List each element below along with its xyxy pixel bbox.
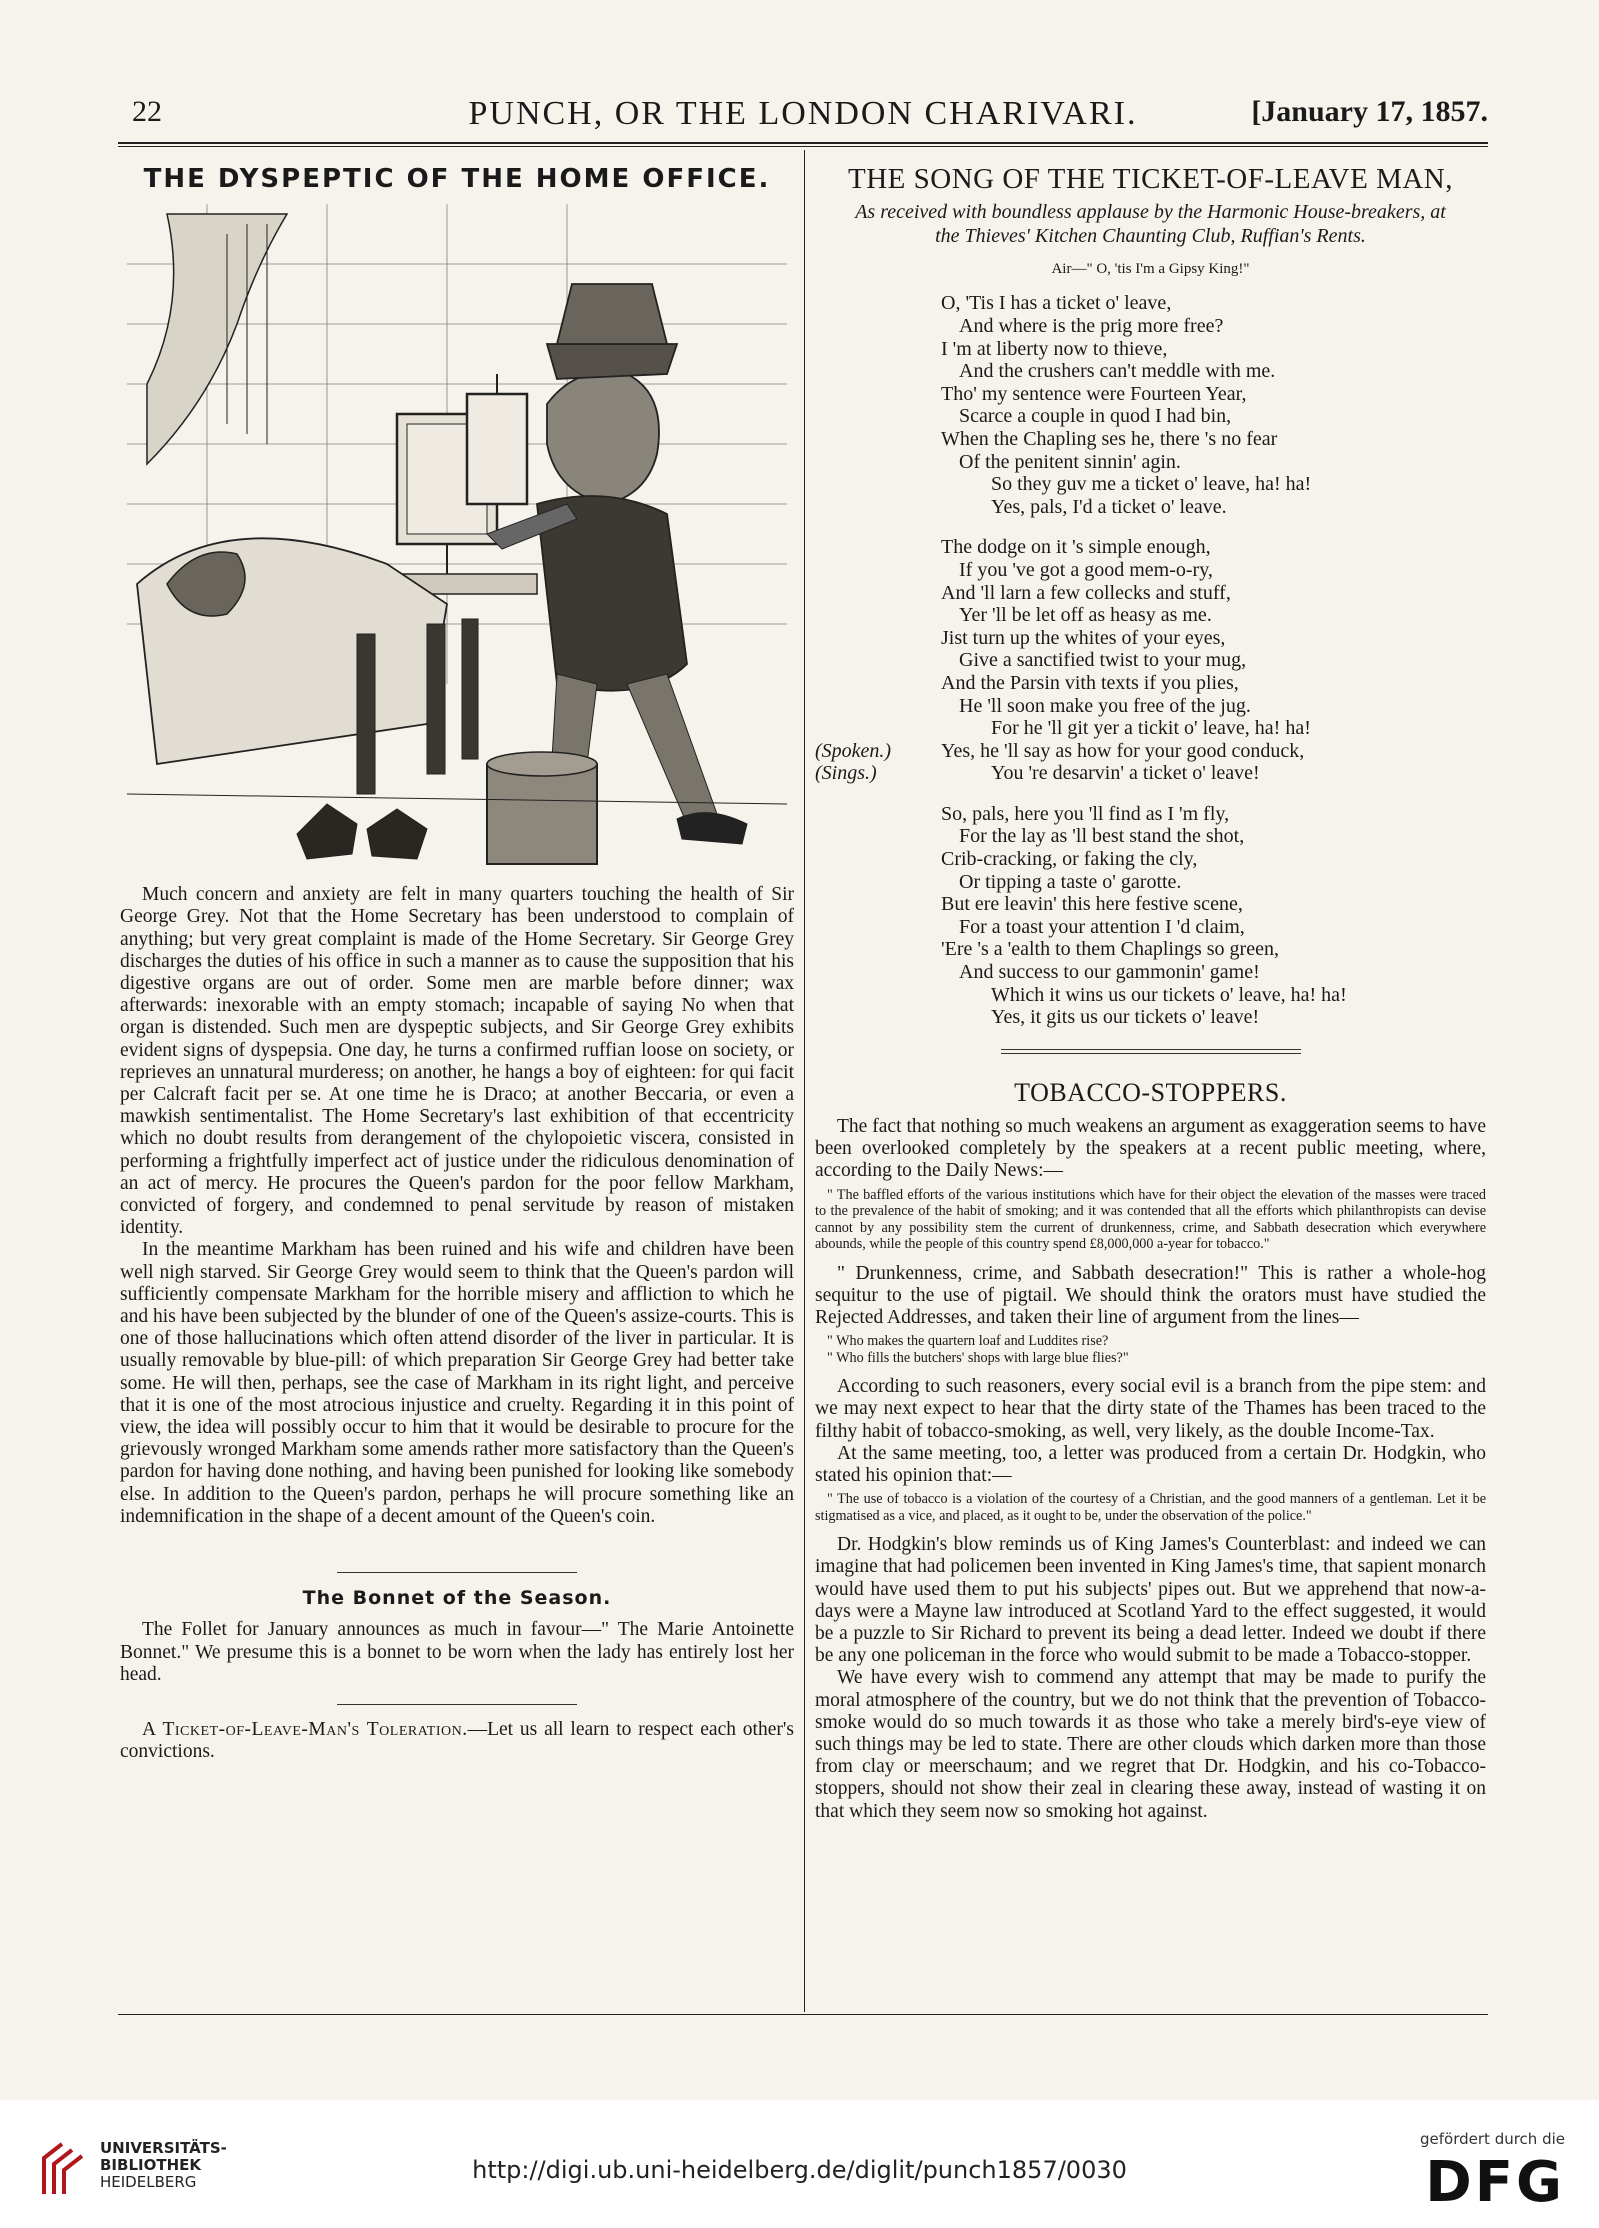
spoken-label: (Spoken.) [815,739,892,762]
verse-line: Of the penitent sinnin' agin. [959,450,1181,473]
verse-line: And the crushers can't meddle with me. [959,360,1276,383]
verse-line: And success to our gammonin' game! [959,961,1260,984]
verse-line: Tho' my sentence were Fourteen Year, [941,382,1247,405]
verse-line: If you 've got a good mem-o-ry, [959,558,1213,581]
tobacco-verse-quote [815,1333,1486,1366]
tobacco-paragraph: Dr. Hodgkin's blow reminds us of King James's Counterblast: and indeed we can imagine that had policemen been invented in King James's time, that sapient monarch would have used them to put his subjects' pipes out. But we apprehend that now-a-days were a Mayne law introduced at Scotland Yard to the effect suggested, it would be a puzzle to Sir Richard to prevent its being a dead letter. Indeed we doubt if there be any one policeman in the force who would submit to be made a Tobacco-stopper. [815,1534,1486,1667]
verse-line: And where is the prig more free? [959,315,1224,337]
dfg-logo: DFG [1425,2150,1565,2215]
running-head [118,95,1488,137]
verse-line: So, pals, here you 'll find as I 'm fly, [941,802,1230,825]
verse-text: Yes, he 'll say as how for your good conduck, [941,739,1305,762]
cartoon-illustration [127,204,787,874]
verse-line: I 'm at liberty now to thieve, [941,337,1168,360]
left-column [120,164,794,1763]
verse-line: The dodge on it 's simple enough, [941,536,1211,559]
article-paragraph: In the meantime Markham has been ruined and his wife and children have been well nigh starved. Sir George Grey would seem to think that the Queen's pardon will sufficiently compensate Markham for the horrible misery and affliction to which he and his have been subjected by the blunder of one of the Queen's assize-courts. This is one of those hallucinations which often attend disorder of the liver in particular. It is usually removable by blue-pill: of which preparation Sir George Grey had better take some. He will then, perhaps, see the case of Markham in its right light, and perceive that it is one of the most atrocious injustice and cruelty. Regarding it in this point of view, the idea will possibly occur to him that it would be desirable to procure for the grievously wronged Markham some amends rather more satisfactory than the Queen's pardon for having done nothing, and having been punished for looking like somebody else. In addition to the Queen's pardon, perhaps he will procure something like an indemnification in the shape of a decent amount of the Queen's coin. [120,1239,794,1527]
verse-line: Jist turn up the whites of your eyes, [941,626,1226,649]
header-rule-thin [118,146,1488,147]
verse-line: Which it wins us our tickets o' leave, ha! ha! [991,983,1347,1006]
toleration-paragraph [120,1719,794,1763]
verse-line: For the lay as 'll best stand the shot, [959,825,1245,848]
permalink-url[interactable]: http://digi.ub.uni-heidelberg.de/diglit/punch1857/0030 [472,2156,1127,2184]
song-subtitle [815,200,1486,248]
footer-rule [118,2014,1488,2015]
section-rule [337,1704,577,1705]
header-rule [118,142,1488,144]
article-paragraph: Much concern and anxiety are felt in many quarters touching the health of Sir George Grey. Not that the Home Secretary has been understood to complain of anything; but very great complaint is made of the Home Secretary. Sir George Grey discharges the duties of his office in such a manner as to cause the supposition that his digestive organs are out of order. Some men are marble before dinner; wax afterwards: inexorable with an empty stomach; incapable of saying No when that organ is distended. Such men are dyspeptic subjects, and Sir George Grey exhibits evident signs of dyspepsia. One day, he turns a confirmed ruffian loose on society, or reprieves an unnatural murderess; on another, he hangs a boy of eighteen: for qui facit per Calcraft facit per se. At one time he is Draco; at another Beccaria, or even a mawkish sentimentalist. The Home Secretary's last exhibition of that eccentricity which no doubt results from derangement of the chylopoietic viscera, consisted in performing a frightfully imperfect act of justice under the ridiculous denomination of an act of mercy. He procures the Queen's pardon for the poor fellow Markham, convicted of forgery, and condemned to penal servitude by reason of mistaken identity. [120,884,794,1239]
verse-line: Scarce a couple in quod I had bin, [959,405,1232,428]
verse-line: For he 'll git yer a tickit o' leave, ha! ha! [991,717,1311,740]
verse-line: 'Ere 's a 'ealth to them Chaplings so green, [941,938,1279,961]
verse-line: O, 'Tis I has a ticket o' leave, [941,292,1172,315]
song-subtitle-line: the Thieves' Kitchen Chaunting Club, Ruffian's Rents. [935,225,1366,248]
section-rule [337,1572,577,1573]
tobacco-paragraph: We have every wish to commend any attempt that may be made to purify the moral atmosphere of the country, but we do not think that the prevention of Tobacco-smoke would do so much towards it as those who take a merely bird's-eye view of such things may be led to state. There are other clouds which darken more than those from clay or meerschaum; and we regret that Dr. Hodgkin, and his co-Tobacco-stoppers, should not show their zeal in clearing these away, instead of wasting it on that which they seem now so smoking hot against. [815,1667,1486,1822]
verse-line: Yes, it gits us our tickets o' leave! [991,1006,1260,1029]
article-heading-dyspeptic: THE DYSPEPTIC OF THE HOME OFFICE. [143,164,771,194]
verse-line: So they guv me a ticket o' leave, ha! ha! [991,473,1312,496]
verse-line: Yes, pals, I'd a ticket o' leave. [991,495,1227,518]
tobacco-paragraph: The fact that nothing so much weakens an argument as exaggeration seems to have been overlooked completely by the speakers at a recent public meeting, where, according to the Daily News:— [815,1116,1486,1182]
issue-date: [January 17, 1857. [1251,95,1488,128]
song-stanza-3 [941,803,1486,1029]
verse-line: Or tipping a taste o' garotte. [959,870,1182,893]
song-air: Air—" O, 'tis I'm a Gipsy King!" [1051,261,1250,278]
tobacco-paragraph: At the same meeting, too, a letter was produced from a certain Dr. Hodgkin, who stated his opinion that:— [815,1442,1486,1487]
verse-line: But ere leavin' this here festive scene, [941,893,1243,916]
library-line: BIBLIOTHEK [100,2156,201,2174]
quote-line: " Who fills the butchers' shops with large blue flies?" [827,1349,1129,1366]
right-column [815,163,1486,1823]
song-stanza-1 [941,292,1486,518]
toleration-lead: A Ticket-of-Leave-Man's Toleration. [142,1718,468,1740]
library-line: HEIDELBERG [100,2173,197,2191]
quote-line: " Who makes the quartern loaf and Luddites rise? [827,1333,1109,1350]
quote-text: " The use of tobacco is a violation of the courtesy of a Christian, and the good manners of a gentleman. Let it be stigmatised as a vice, and placed, as it ought to be, under the observation of the police." [815,1491,1486,1524]
tobacco-quote [815,1491,1486,1524]
tobacco-paragraph: " Drunkenness, crime, and Sabbath desecration!" This is rather a whole-hog sequitur to the use of pigtail. We should think the orators must have studied the Rejected Addresses, and taken their line of argument from the lines— [815,1262,1486,1329]
song-heading: THE SONG OF THE TICKET-OF-LEAVE MAN, [848,163,1453,195]
verse-line: For a toast your attention I 'd claim, [959,915,1245,938]
tobacco-paragraph: According to such reasoners, every social evil is a branch from the pipe stem: and we may next expect to hear that the dirty state of the Thames has been traced to the filthy habit of tobacco-smoking, as well, very likely, as the double Income-Tax. [815,1376,1486,1442]
verse-line: Yer 'll be let off as heasy as me. [959,604,1212,627]
song-subtitle-line: As received with boundless applause by the Harmonic House-breakers, at [855,201,1446,224]
tobacco-heading: TOBACCO-STOPPERS. [1014,1077,1287,1107]
quote-text: " The baffled efforts of the various institutions which have for their object the elevation of the masses were traced to the prevalence of the habit of smoking; and it was contended that all the efforts which philanthropists can devise cannot by any possibility stem the current of drunkenness, crime, and Sabbath desecration which everywhere abounds, while the people of this country spend £8,000,000 a-year for tobacco." [815,1186,1486,1253]
song-stanza-2 [815,536,1486,785]
section-double-rule [1001,1049,1301,1054]
verse-line: He 'll soon make you free of the jug. [959,694,1251,717]
tobacco-quote [815,1187,1486,1253]
verse-line: And 'll larn a few collecks and stuff, [941,581,1231,604]
bonnet-paragraph: The Follet for January announces as much in favour—" The Marie Antoinette Bonnet." We presume this is a bonnet to be worn when the lady has entirely lost her head. [120,1619,794,1685]
verse-line: When the Chapling ses he, there 's no fear [941,427,1278,450]
verse-line-spoken [815,739,1486,763]
cartoon-drawing [127,204,787,874]
bonnet-heading: The Bonnet of the Season. [302,1587,612,1610]
publication-title: PUNCH, OR THE LONDON CHARIVARI. [468,95,1138,132]
verse-text: You 're desarvin' a ticket o' leave! [991,762,1260,785]
verse-line: Crib-cracking, or faking the cly, [941,848,1198,871]
toleration-text: —Let us all learn to respect each other's convictions. [120,1718,794,1763]
library-line: UNIVERSITÄTS- [100,2139,227,2157]
funded-by-label: gefördert durch die [1420,2130,1565,2148]
page-number: 22 [132,95,162,128]
column-divider [804,150,805,2012]
verse-line: And the Parsin vith texts if you plies, [941,671,1239,694]
verse-line: Give a sanctified twist to your mug, [959,649,1247,672]
verse-line-sung [815,762,1486,785]
sings-label: (Sings.) [815,762,877,785]
